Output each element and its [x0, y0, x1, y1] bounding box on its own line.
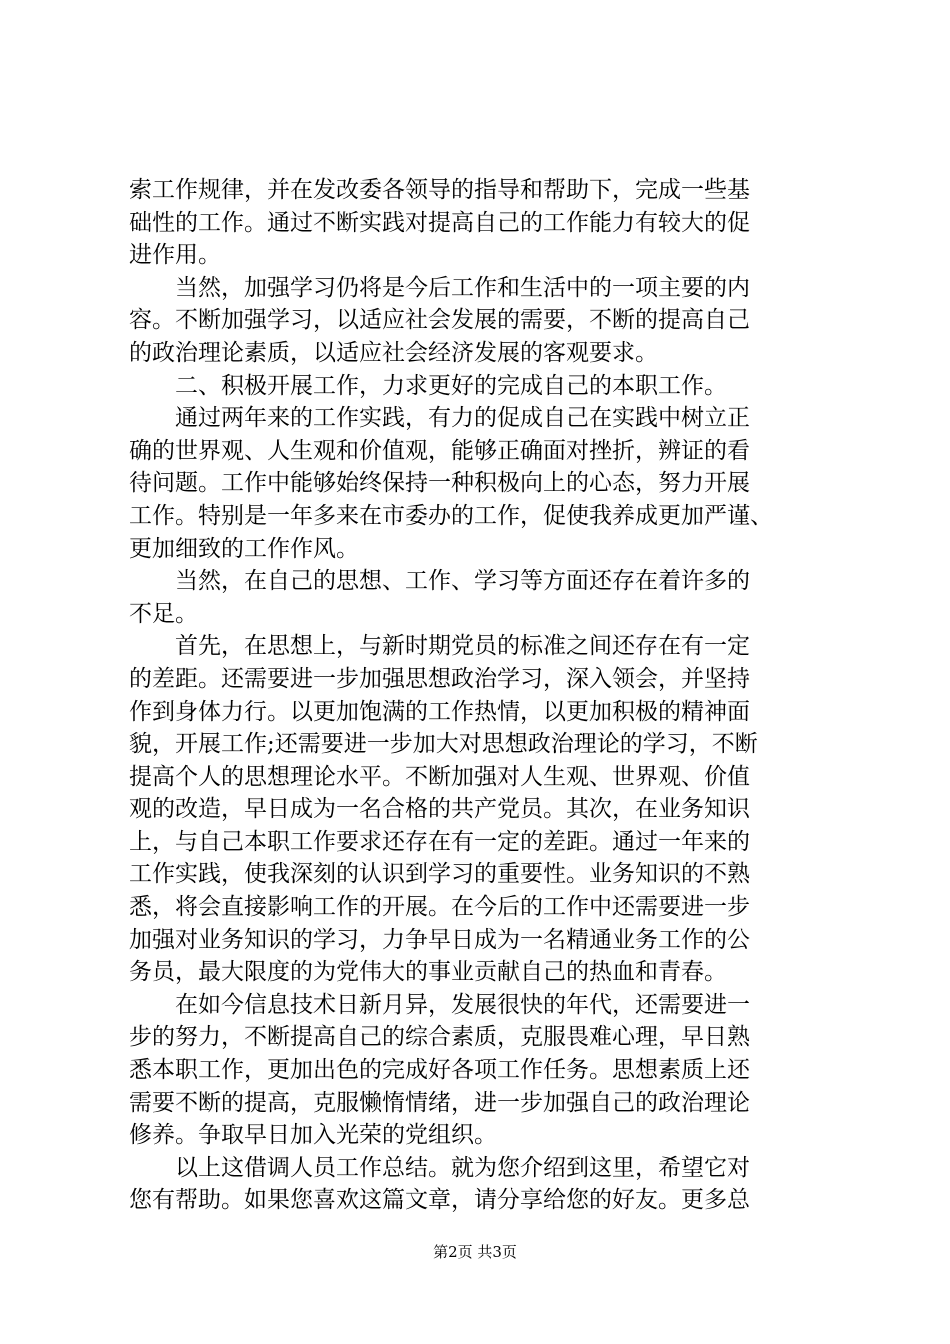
- text-line: 的政治理论素质，以适应社会经济发展的客观要求。: [129, 339, 658, 366]
- text-line: 需要不断的提高，克服懒惰情绪，进一步加强自己的政治理论: [129, 1089, 750, 1116]
- text-line: 工作。特别是一年多来在市委办的工作，促使我养成更加严谨、: [129, 502, 773, 529]
- text-line: 确的世界观、人生观和价值观，能够正确面对挫折，辨证的看: [129, 437, 750, 464]
- text-line: 础性的工作。通过不断实践对提高自己的工作能力有较大的促: [129, 209, 750, 236]
- page-footer: 第2页 共3页: [433, 1243, 517, 1261]
- text-line: 不足。: [129, 600, 198, 627]
- text-line: 工作实践，使我深刻的认识到学习的重要性。业务知识的不熟: [129, 861, 750, 888]
- text-line: 通过两年来的工作实践，有力的促成自己在实践中树立正: [175, 405, 750, 432]
- text-line: 当然，加强学习仍将是今后工作和生活中的一项主要的内: [175, 274, 750, 301]
- text-line: 更加细致的工作作风。: [129, 535, 359, 562]
- text-line: 悉本职工作，更加出色的完成好各项工作任务。思想素质上还: [129, 1057, 750, 1084]
- text-line: 首先，在思想上，与新时期党员的标准之间还存在有一定: [175, 633, 750, 660]
- text-line: 进作用。: [129, 242, 221, 269]
- text-line: 索工作规律，并在发改委各领导的指导和帮助下，完成一些基: [129, 177, 750, 203]
- text-line: 当然，在自己的思想、工作、学习等方面还存在着许多的: [175, 568, 750, 595]
- text-line: 上，与自己本职工作要求还存在有一定的差距。通过一年来的: [129, 828, 750, 855]
- text-line: 待问题。工作中能够始终保持一种积极向上的心态，努力开展: [129, 470, 750, 497]
- document-body: [129, 174, 849, 1217]
- text-line: 修养。争取早日加入光荣的党组织。: [129, 1122, 497, 1149]
- text-line: 您有帮助。如果您喜欢这篇文章，请分享给您的好友。更多总: [129, 1187, 750, 1214]
- text-line: 以上这借调人员工作总结。就为您介绍到这里，希望它对: [175, 1154, 750, 1181]
- text-line: 务员，最大限度的为党伟大的事业贡献自己的热血和青春。: [129, 959, 727, 986]
- text-line: 二、积极开展工作，力求更好的完成自己的本职工作。: [175, 372, 727, 399]
- text-line: 悉，将会直接影响工作的开展。在今后的工作中还需要进一步: [129, 894, 750, 921]
- text-line: 在如今信息技术日新月异，发展很快的年代，还需要进一: [175, 991, 750, 1018]
- text-line: 步的努力，不断提高自己的综合素质，克服畏难心理，早日熟: [129, 1024, 750, 1051]
- text-line: 加强对业务知识的学习，力争早日成为一名精通业务工作的公: [129, 926, 750, 953]
- text-line: 的差距。还需要进一步加强思想政治学习，深入领会，并坚持: [129, 665, 750, 692]
- text-line: 容。不断加强学习，以适应社会发展的需要，不断的提高自己: [129, 307, 750, 334]
- text-line: 观的改造，早日成为一名合格的共产党员。其次，在业务知识: [129, 796, 750, 823]
- text-line: 貌，开展工作;还需要进一步加大对思想政治理论的学习，不断: [129, 731, 758, 758]
- text-line: 作到身体力行。以更加饱满的工作热情，以更加积极的精神面: [129, 698, 750, 725]
- text-line: 提高个人的思想理论水平。不断加强对人生观、世界观、价值: [129, 763, 750, 790]
